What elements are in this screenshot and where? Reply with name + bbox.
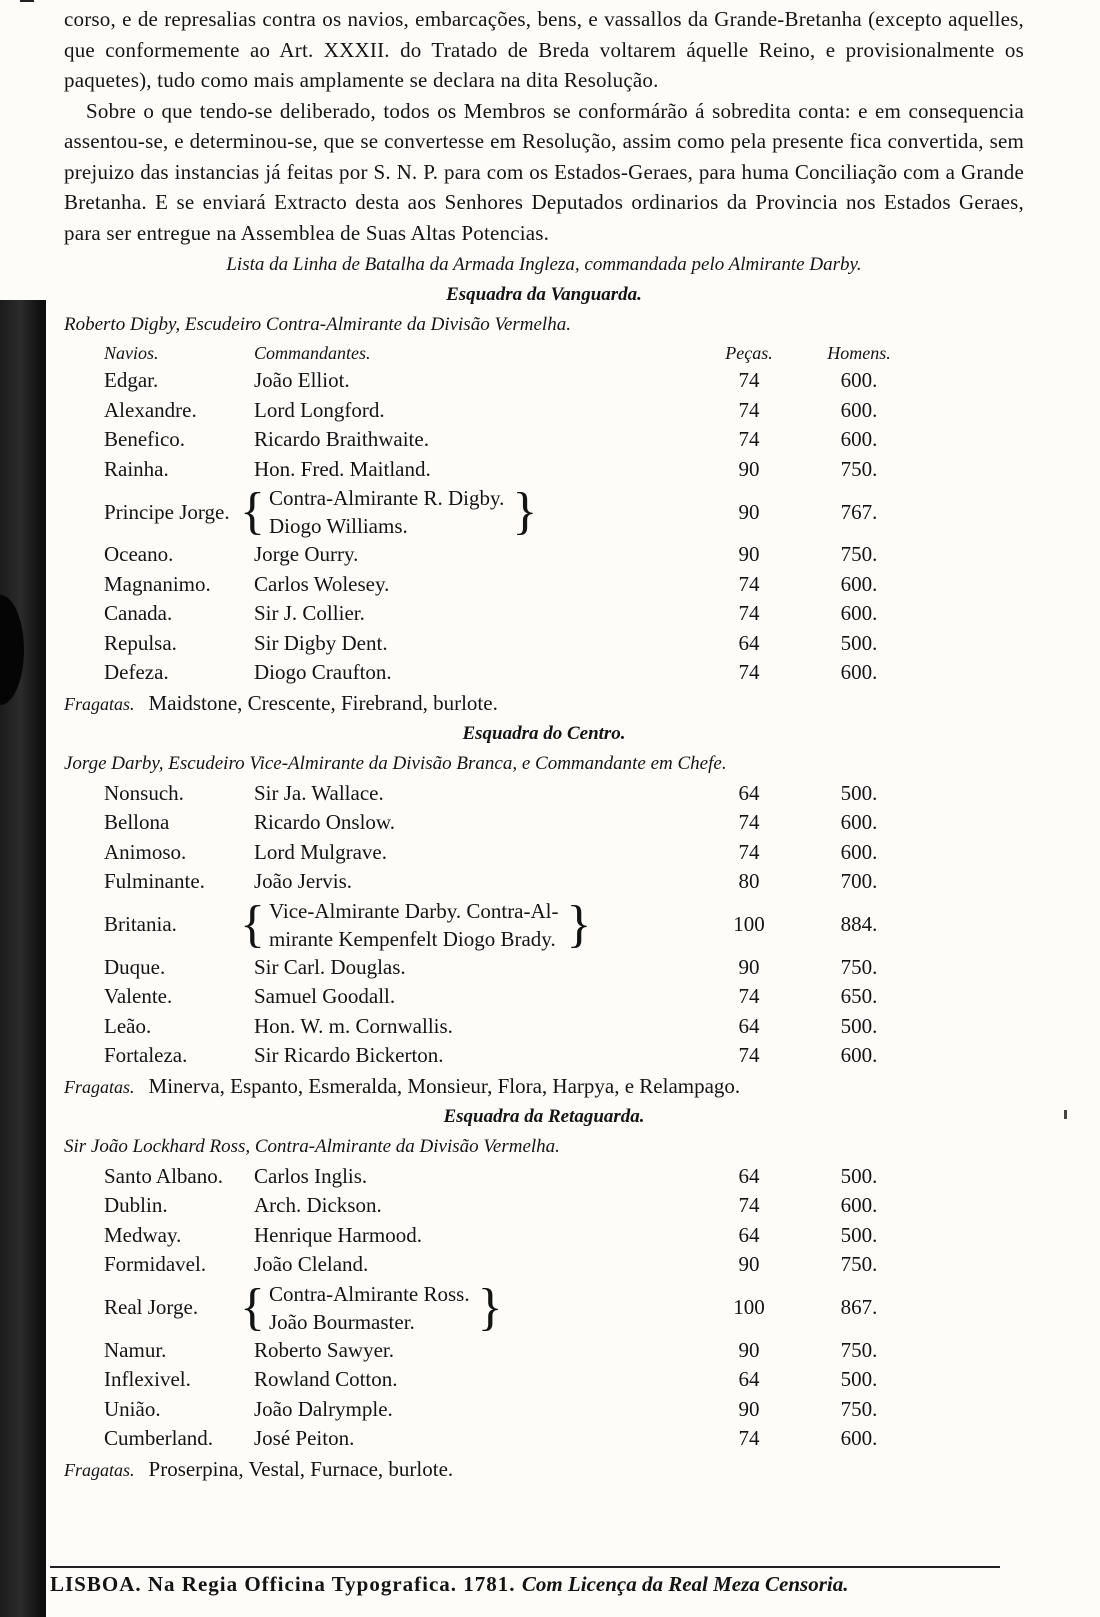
ship-name: Alexandre. [104, 397, 197, 422]
licence-text: Com Licença da Real Meza Censoria. [521, 1572, 849, 1596]
ship-commander [254, 570, 694, 600]
ship-commander [254, 540, 694, 570]
brace-right-icon: } [512, 483, 538, 540]
brace-right-icon: } [477, 1278, 503, 1336]
ship-men: 600. [840, 839, 878, 864]
ship-guns: 64 [738, 780, 760, 805]
ship-row [64, 808, 1024, 838]
ship-row [64, 1012, 1024, 1042]
ship-commander [254, 1395, 694, 1425]
header-men: Homens. [827, 343, 891, 363]
commander-line: João Bourmaster. [268, 1309, 415, 1334]
commander-line: Roberto Sawyer. [254, 1337, 394, 1362]
ship-row [64, 1162, 1024, 1192]
ship-name: Leão. [104, 1013, 152, 1038]
commander-line: Rowland Cotton. [254, 1367, 398, 1391]
frigates-list: Maidstone, Crescente, Firebrand, burlote. [148, 690, 498, 715]
frigates-line [64, 1454, 1024, 1485]
ship-commander [254, 1012, 694, 1042]
scan-mark [1064, 1110, 1067, 1119]
ship-guns: 90 [738, 1252, 760, 1276]
commander-line: Carlos Inglis. [254, 1163, 368, 1188]
ship-commander [254, 658, 694, 688]
ship-row [64, 484, 1024, 540]
frigates-label: Fragatas. [64, 1076, 135, 1097]
commander-line: João Cleland. [254, 1252, 369, 1276]
squadron-title: Esquadra da Retaguarda. [443, 1105, 645, 1127]
ship-name: Principe Jorge. [104, 499, 230, 524]
ship-men: 750. [840, 1252, 878, 1276]
ship-name: Dublin. [104, 1193, 168, 1217]
ship-men: 600. [840, 368, 878, 392]
ship-men: 750. [840, 542, 878, 566]
ship-guns: 90 [738, 954, 760, 979]
commander-line: Carlos Wolesey. [254, 571, 390, 596]
commander-line: Ricardo Onslow. [254, 810, 395, 834]
ship-men: 650. [840, 984, 878, 1008]
ship-row [64, 425, 1024, 455]
commander-line: Hon. Fred. Maitland. [254, 456, 431, 481]
squadron-commander: Jorge Darby, Escudeiro Vice-Almirante da Divisão Branca, e Commandante em Chefe. [64, 752, 727, 774]
squadron-commander: Sir João Lockhard Ross, Contra-Almirante da Divisão Vermelha. [64, 1135, 560, 1157]
brace-right-icon: } [566, 895, 592, 953]
ship-row [64, 838, 1024, 868]
ship-commander [240, 483, 694, 540]
ship-name: Animoso. [104, 839, 187, 864]
ship-commander [254, 425, 694, 455]
ship-row [64, 1191, 1024, 1221]
ship-commander [254, 1250, 694, 1280]
ship-name: Canada. [104, 601, 173, 625]
ship-row [64, 1221, 1024, 1251]
ship-commander [254, 808, 694, 838]
squadron-commander: Roberto Digby, Escudeiro Contra-Almirante da Divisão Vermelha. [64, 314, 571, 335]
ship-row [64, 1336, 1024, 1366]
document-page [64, 4, 1024, 1485]
ship-guns: 90 [738, 456, 760, 481]
ship-men: 867. [840, 1295, 878, 1319]
ship-name: Nonsuch. [104, 780, 184, 805]
ship-guns: 90 [738, 1337, 760, 1362]
commander-line: Diogo Craufton. [254, 660, 392, 684]
ship-men: 500. [840, 1367, 878, 1391]
ship-commander [254, 867, 694, 897]
ship-guns: 64 [738, 630, 760, 655]
ship-commander [254, 953, 694, 983]
ship-commander [254, 396, 694, 426]
commander-line: Diogo Williams. [268, 514, 408, 538]
ship-name: Namur. [104, 1337, 167, 1362]
imprint-footer [50, 1572, 1050, 1597]
ship-row [64, 366, 1024, 396]
paragraph-resolution: Sobre o que tendo-se deliberado, todos os Membros se conformárão á sobredita conta: e em consequencia assentou-se, e determinou-se, que se convertesse em Resolução, assim como pela presente fica convertida, sem prejuizo das instancias já feitas por S. N. P. para com os Estados-Geraes, para huma Conciliação com a Grande Bretanha. E se enviará Extracto desta aos Senhores Deputados ordinarios da Provincia nos Estados Geraes, para ser entregue na Assemblea de Suas Altas Potencias. [64, 98, 1024, 245]
ship-men: 600. [840, 660, 878, 684]
squadron-title: Esquadra da Vanguarda. [446, 284, 642, 305]
ship-commander [254, 1365, 694, 1395]
ship-row [64, 396, 1024, 426]
ship-commander [254, 1191, 694, 1221]
commander-line: Sir Carl. Douglas. [254, 954, 406, 979]
ship-row [64, 1250, 1024, 1280]
ship-guns: 64 [738, 1163, 760, 1188]
ship-men: 500. [840, 780, 878, 805]
commander-line: Contra-Almirante Ross. [268, 1281, 470, 1306]
ship-guns: 74 [738, 1043, 760, 1067]
commander-line: Lord Mulgrave. [254, 839, 387, 864]
ship-guns: 74 [738, 1426, 760, 1450]
ship-row [64, 1424, 1024, 1454]
ship-commander [240, 1278, 694, 1336]
commander-line: Ricardo Braithwaite. [254, 427, 429, 451]
commander-line: Hon. W. m. Cornwallis. [254, 1013, 453, 1038]
frigates-label: Fragatas. [64, 1459, 135, 1480]
ship-name: Formidavel. [104, 1252, 207, 1276]
ship-men: 600. [840, 1043, 878, 1067]
commander-line: Vice-Almirante Darby. Contra-Al- [268, 898, 559, 923]
ship-row [64, 455, 1024, 485]
ship-name: Repulsa. [104, 630, 177, 655]
ship-commander [254, 779, 694, 809]
header-commanders: Commandantes. [254, 343, 371, 363]
ship-men: 600. [840, 1426, 878, 1450]
ship-men: 600. [840, 1193, 878, 1217]
commander-line: mirante Kempenfelt Diogo Brady. [268, 926, 556, 951]
ship-guns: 74 [738, 1193, 760, 1217]
ship-name: Britania. [104, 912, 177, 936]
frigates-list: Minerva, Espanto, Esmeralda, Monsieur, Flora, Harpya, e Relampago. [148, 1073, 741, 1098]
squadrons-container [64, 280, 1024, 1485]
commander-line: Lord Longford. [254, 397, 385, 422]
commander-lines [269, 1280, 470, 1336]
ship-row [64, 629, 1024, 659]
ship-row [64, 1365, 1024, 1395]
ship-men: 750. [840, 954, 878, 979]
commander-line: Sir Digby Dent. [254, 630, 388, 655]
squadron [64, 280, 1024, 719]
commander-line: Contra-Almirante R. Digby. [268, 486, 505, 510]
ship-row [64, 1041, 1024, 1071]
ship-commander [254, 599, 694, 629]
ship-name: Valente. [104, 984, 173, 1008]
ship-row [64, 867, 1024, 897]
ship-commander [254, 1162, 694, 1192]
ship-commander [254, 1041, 694, 1071]
ship-men: 500. [840, 1222, 878, 1247]
brace-left-icon: { [240, 1278, 265, 1336]
commander-line: João Jervis. [254, 869, 352, 893]
ship-guns: 90 [738, 499, 760, 524]
ship-guns: 74 [738, 427, 760, 451]
ship-guns: 74 [738, 397, 760, 422]
ship-name: Fortaleza. [104, 1043, 188, 1067]
ship-men: 600. [840, 810, 878, 834]
brace-left-icon: { [240, 895, 265, 953]
commander-line: José Peiton. [254, 1426, 355, 1450]
ship-name: Cumberland. [104, 1426, 214, 1450]
ship-name: Benefico. [104, 427, 186, 451]
commander-line: Sir Ricardo Bickerton. [254, 1043, 444, 1067]
commander-line: Sir Ja. Wallace. [254, 780, 384, 805]
ship-men: 600. [840, 397, 878, 422]
ship-men: 750. [840, 1396, 878, 1421]
ship-row [64, 1280, 1024, 1336]
ship-guns: 74 [738, 810, 760, 834]
ship-name: Real Jorge. [104, 1295, 199, 1319]
ship-guns: 100 [733, 912, 765, 936]
footer-rule [50, 1566, 1000, 1568]
commander-line: Sir J. Collier. [254, 601, 365, 625]
frigates-label: Fragatas. [64, 693, 135, 714]
ship-row [64, 953, 1024, 983]
ship-name: Rainha. [104, 456, 169, 481]
ship-commander [254, 629, 694, 659]
ship-name: Bellona [104, 810, 170, 834]
ship-guns: 64 [738, 1013, 760, 1038]
brace-left-icon: { [240, 483, 265, 540]
scan-mark [20, 0, 34, 2]
ship-men: 600. [840, 427, 878, 451]
ship-name: Defeza. [104, 660, 169, 684]
ship-men: 750. [840, 1337, 878, 1362]
ship-name: Fulminante. [104, 869, 205, 893]
ship-row [64, 599, 1024, 629]
squadron [64, 1102, 1024, 1485]
ship-guns: 74 [738, 571, 760, 596]
commander-line: João Elliot. [254, 368, 350, 392]
ship-guns: 80 [738, 869, 760, 893]
ship-name: Inflexivel. [104, 1367, 191, 1391]
imprint-text: LISBOA. Na Regia Officina Typografica. 1781. [50, 1572, 516, 1596]
ship-guns: 100 [733, 1295, 765, 1319]
ship-guns: 74 [738, 660, 760, 684]
ship-guns: 74 [738, 601, 760, 625]
ship-men: 750. [840, 456, 878, 481]
commander-line: João Dalrymple. [254, 1396, 393, 1421]
ship-commander [254, 455, 694, 485]
ship-commander [254, 366, 694, 396]
ship-row [64, 779, 1024, 809]
ship-commander [254, 838, 694, 868]
ship-row [64, 1395, 1024, 1425]
frigates-line [64, 1071, 1024, 1102]
ship-name: Edgar. [104, 368, 159, 392]
commander-line: Jorge Ourry. [254, 542, 359, 566]
ship-name: Oceano. [104, 542, 174, 566]
ship-men: 767. [840, 499, 878, 524]
header-guns: Peças. [725, 343, 773, 363]
commander-line: Henrique Harmood. [254, 1222, 422, 1247]
paragraph-continuation: corso, e de represalias contra os navios, embarcações, bens, e vassallos da Grande-Bretanha (excepto aquelles, que conformemente ao Art. XXXII. do Tratado de Breda voltarem áquelle Reino, e provisionalmente os paquetes), tudo como mais amplamente se declara na dita Resolução. [64, 7, 1024, 92]
ship-men: 500. [840, 1163, 878, 1188]
ship-guns: 74 [738, 984, 760, 1008]
frigates-line [64, 688, 1024, 719]
commander-line: Samuel Goodall. [254, 984, 396, 1008]
ship-guns: 74 [738, 839, 760, 864]
ship-guns: 90 [738, 542, 760, 566]
ship-name: Medway. [104, 1222, 182, 1247]
ship-guns: 64 [738, 1367, 760, 1391]
ship-men: 700. [840, 869, 878, 893]
ship-guns: 74 [738, 368, 760, 392]
ship-commander [254, 1221, 694, 1251]
ship-men: 600. [840, 601, 878, 625]
ship-row [64, 982, 1024, 1012]
ship-row [64, 570, 1024, 600]
ship-men: 500. [840, 1013, 878, 1038]
header-ships: Navios. [104, 343, 159, 363]
squadron [64, 719, 1024, 1102]
ship-commander [240, 895, 694, 953]
commander-lines [269, 897, 559, 953]
ship-men: 600. [840, 571, 878, 596]
ship-commander [254, 1336, 694, 1366]
ship-men: 500. [840, 630, 878, 655]
ship-name: Duque. [104, 954, 166, 979]
ship-commander [254, 1424, 694, 1454]
scan-dark-edge [0, 300, 46, 1617]
ship-name: União. [104, 1396, 161, 1421]
ship-guns: 64 [738, 1222, 760, 1247]
commander-line: Arch. Dickson. [254, 1193, 382, 1217]
list-title: Lista da Linha de Batalha da Armada Ingleza, commandada pelo Almirante Darby. [226, 254, 862, 275]
ship-row [64, 897, 1024, 953]
ship-commander [254, 982, 694, 1012]
ship-guns: 90 [738, 1396, 760, 1421]
ship-row [64, 658, 1024, 688]
squadron-title: Esquadra do Centro. [462, 722, 626, 744]
scan-binding-hole [0, 595, 24, 705]
ship-name: Magnanimo. [104, 571, 211, 596]
frigates-list: Proserpina, Vestal, Furnace, burlote. [148, 1456, 454, 1481]
column-headers [64, 340, 1024, 366]
ship-men: 884. [840, 912, 878, 936]
ship-name: Santo Albano. [104, 1163, 223, 1188]
ship-row [64, 540, 1024, 570]
commander-lines [269, 484, 504, 540]
